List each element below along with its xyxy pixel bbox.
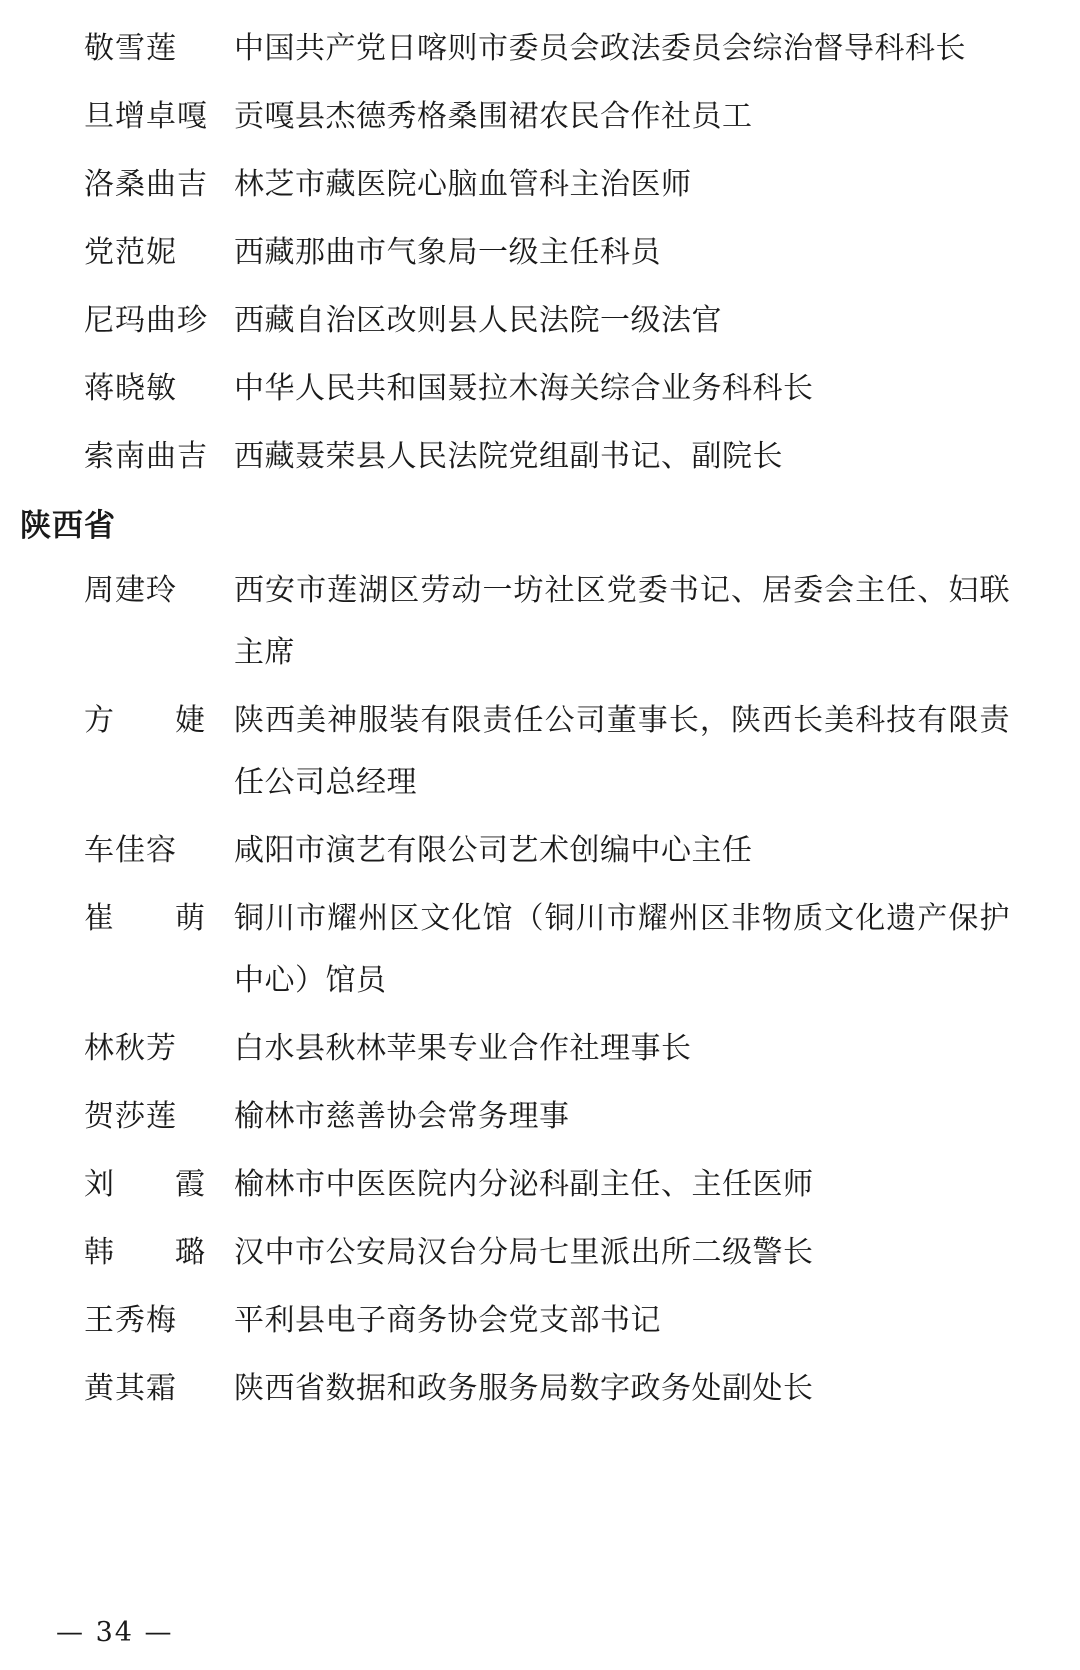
person-name-char-first: 崔 [84,901,115,936]
person-title: 汉中市公安局汉台分局七里派出所二级警长 [234,1235,814,1270]
person-name [84,690,234,752]
person-title: 榆林市中医医院内分泌科副主任、主任医师 [234,1167,814,1202]
person-name-char-last: 璐 [175,1235,206,1270]
list-item [84,820,1010,882]
person-title: 贡嘎县杰德秀格桑围裙农民合作社员工 [234,99,753,134]
list-item [84,426,1010,488]
person-title: 陕西省数据和政务服务局数字政务处副处长 [234,1371,814,1406]
person-name: 尼玛曲珍 [84,303,208,338]
list-item [84,222,1010,284]
person-title: 铜川市耀州区文化馆（铜川市耀州区非物质文化遗产保护中心）馆员 [234,901,1010,998]
list-item [84,888,1010,1012]
person-title: 咸阳市演艺有限公司艺术创编中心主任 [234,833,753,868]
person-title: 林芝市藏医院心脑血管科主治医师 [234,167,692,202]
person-title: 西安市莲湖区劳动一坊社区党委书记、居委会主任、妇联主席 [234,573,1010,670]
person-name: 敬雪莲 [84,31,177,66]
person-title: 西藏聂荣县人民法院党组副书记、副院长 [234,439,783,474]
person-name: 王秀梅 [84,1303,177,1338]
person-name [84,888,234,950]
person-name: 索南曲吉 [84,439,208,474]
person-title: 中国共产党日喀则市委员会政法委员会综治督导科科长 [234,31,966,66]
list-item [84,86,1010,148]
person-name: 车佳容 [84,833,177,868]
person-name-char-first: 方 [84,703,115,738]
list-item [84,1154,1010,1216]
person-title: 西藏自治区改则县人民法院一级法官 [234,303,722,338]
list-item [84,18,1010,80]
person-name: 贺莎莲 [84,1099,177,1134]
person-name: 旦增卓嘎 [84,99,208,134]
page-number: — 34 — [56,1617,174,1648]
person-title: 西藏那曲市气象局一级主任科员 [234,235,661,270]
list-item [84,1086,1010,1148]
person-name: 洛桑曲吉 [84,167,208,202]
person-title: 陕西美神服装有限责任公司董事长，陕西长美科技有限责任公司总经理 [234,703,1010,800]
list-item [84,358,1010,420]
person-title: 白水县秋林苹果专业合作社理事长 [234,1031,692,1066]
person-name: 周建玲 [84,573,177,608]
list-item [84,1358,1010,1420]
person-name [84,1222,234,1284]
list-item [84,290,1010,352]
list-item [84,560,1010,684]
person-name-char-first: 韩 [84,1235,115,1270]
list-item [84,1018,1010,1080]
list-item [84,154,1010,216]
person-name [84,1154,234,1216]
person-name-char-last: 婕 [175,703,206,738]
list-item [84,690,1010,814]
person-name: 党范妮 [84,235,177,270]
person-title: 榆林市慈善协会常务理事 [234,1099,570,1134]
list-item [84,1290,1010,1352]
section-heading-province: 陕西省 [20,508,116,544]
person-name-char-first: 刘 [84,1167,115,1202]
entry-list-tibet [84,18,1010,488]
person-name: 黄其霜 [84,1371,177,1406]
entry-list-shaanxi [84,560,1010,1420]
person-title: 平利县电子商务协会党支部书记 [234,1303,661,1338]
person-title: 中华人民共和国聂拉木海关综合业务科科长 [234,371,814,406]
person-name-char-last: 萌 [175,901,206,936]
person-name-char-last: 霞 [175,1167,206,1202]
list-item [84,1222,1010,1284]
person-name: 蒋晓敏 [84,371,177,406]
person-name: 林秋芳 [84,1031,177,1066]
